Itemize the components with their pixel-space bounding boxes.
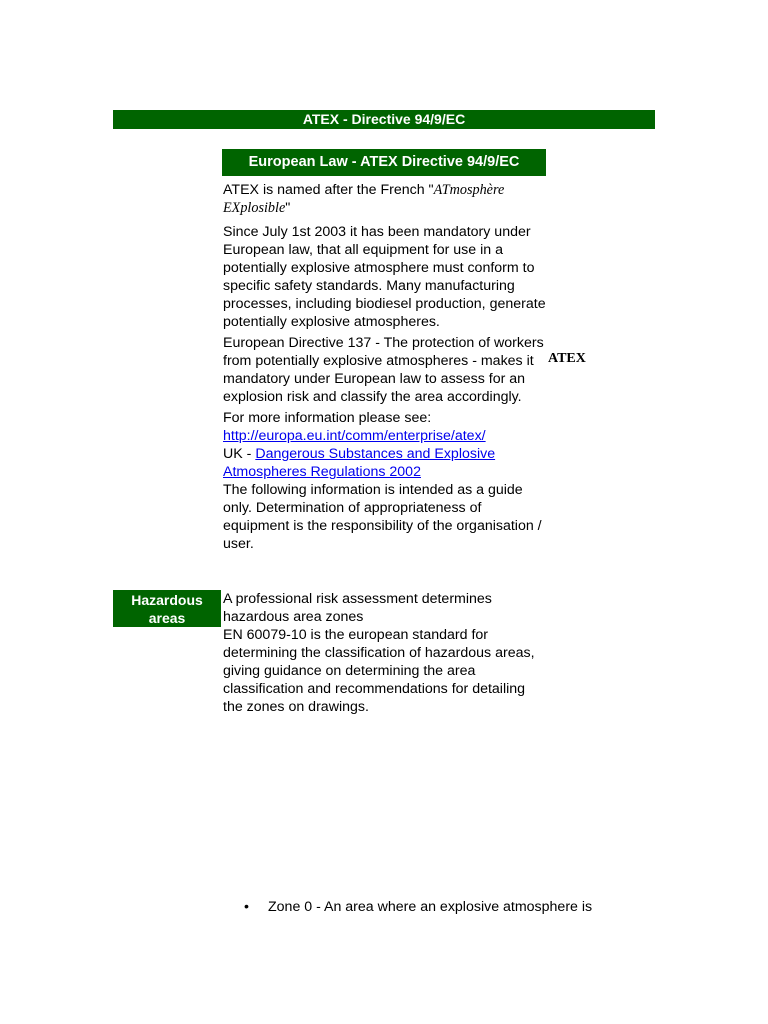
list-item (244, 898, 592, 916)
bullet-icon: • (244, 899, 249, 915)
atex-name-prefix: ATEX is named after the French " (223, 182, 434, 198)
atex-name-origin (223, 181, 548, 217)
uk-prefix: UK - (223, 446, 256, 462)
directive-137-paragraph: European Directive 137 - The protection of workers from potentially explosive atmospheres - makes it mandatory under European law to assess for an explosion risk and classify the area accordingly. (223, 335, 544, 405)
zones-list (244, 898, 592, 916)
en60079-paragraph: EN 60079-10 is the european standard for determining the classification of hazardous areas, giving guidance on determining the area classification and recommendations for detailing the zones on drawings. (223, 627, 535, 715)
page-title-bar: ATEX - Directive 94/9/EC (113, 110, 655, 129)
section-header: European Law - ATEX Directive 94/9/EC (222, 149, 546, 176)
intro-content (223, 181, 548, 553)
since-2003-paragraph: Since July 1st 2003 it has been mandatory under European law, that all equipment for use in a potentially explosive atmosphere must conform to specific safety standards. Many manufacturing processes, including biodiesel production, generate potentially explosive atmospheres. (223, 224, 546, 330)
atex-name-suffix: " (285, 200, 291, 216)
eu-link-line (223, 427, 548, 445)
guide-disclaimer: The following information is intended as a guide only. Determination of appropriateness of equipment is the responsibility of the organisation / user. (223, 482, 542, 552)
hazardous-areas-label: Hazardous areas (113, 590, 221, 627)
atex-side-marker: ATEX (548, 351, 586, 366)
dsear-regulations-link[interactable]: Dangerous Substances and Explosive Atmospheres Regulations 2002 (223, 446, 496, 480)
atex-french-term: ATmosphère EXplosible (223, 182, 505, 216)
europa-atex-link[interactable]: http://europa.eu.int/comm/enterprise/atex/ (223, 428, 486, 444)
risk-assessment-paragraph: A professional risk assessment determines hazardous area zones (223, 591, 492, 625)
uk-regulations-line (223, 445, 548, 481)
zone-text: Zone 0 - An area where an explosive atmosphere is (268, 899, 593, 915)
hazardous-content (223, 590, 548, 716)
more-info-label: For more information please see: (223, 410, 432, 426)
